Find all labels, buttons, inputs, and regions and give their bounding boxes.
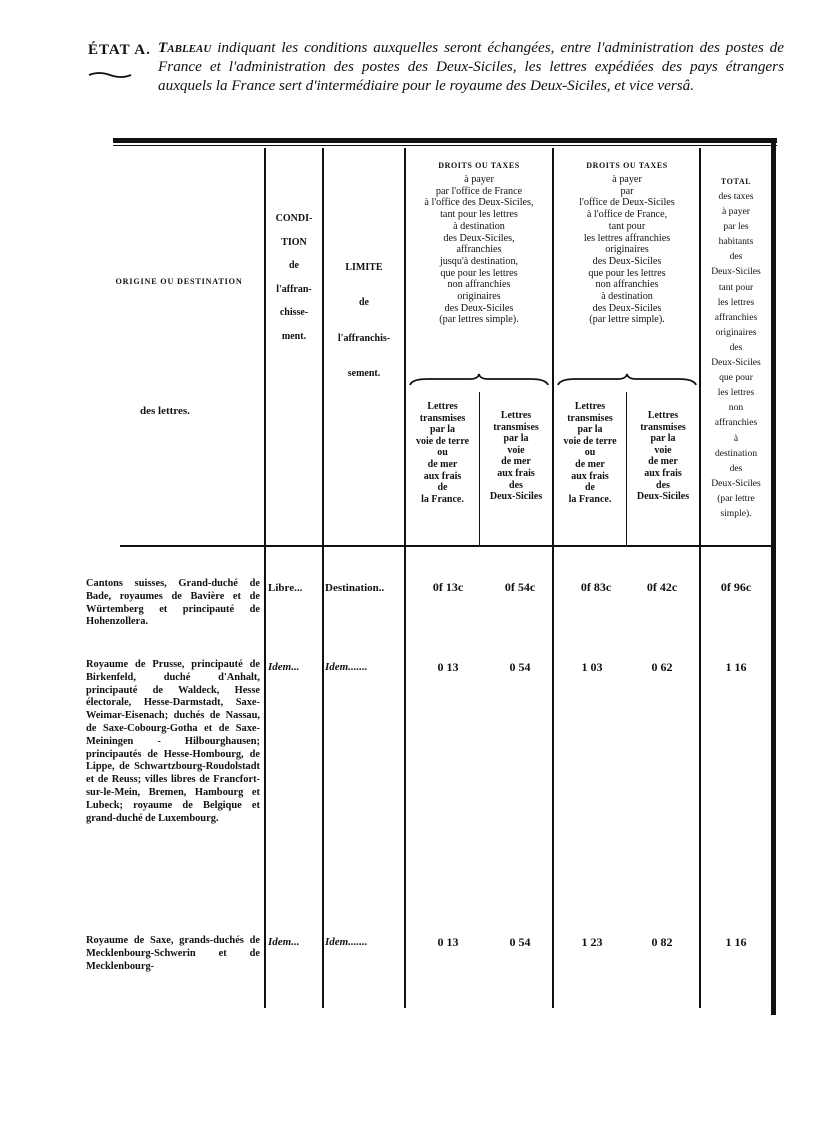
table-row-1-v2: 0f 54c: [504, 580, 536, 594]
table-top-rule: [113, 138, 777, 143]
droits-france-brace: [408, 373, 550, 387]
droits-france-title: DROITS OU TAXES: [438, 161, 520, 170]
table-row-3-v3: 1 23: [581, 935, 603, 949]
table-row-2-v5: 1 16: [725, 660, 747, 674]
origin-header: ORIGINE OU DESTINATION: [115, 277, 243, 286]
table-row-1-v3: 0f 83c: [580, 580, 612, 594]
total-title: TOTAL: [720, 177, 752, 186]
table-row-3-limite: Idem.......: [325, 936, 368, 948]
droits-ds-body: à payer par l'office de Deux-Siciles à l'office de France, tant pour les lettres affranchies originaires des Deux-Siciles que pour les lettres non affranchies à destination des Deux-Siciles (par lettre simple).: [579, 174, 675, 326]
table-caption: [158, 38, 784, 95]
table-row-1-v5: 0f 96c: [720, 580, 752, 594]
table-row-1-origin: Cantons suisses, Grand-duché de Bade, royaumes de Bavière et de Würtemberg et principauté de Hohenzollera.: [86, 578, 260, 628]
table-row-3-v4: 0 82: [651, 935, 673, 949]
caption-lead: Tableau: [158, 39, 212, 56]
header-bottom-rule: [120, 545, 771, 547]
table-right-border: [771, 138, 776, 1015]
table-row-2-condition: Idem...: [268, 661, 300, 673]
table-row-1-v4: 0f 42c: [646, 580, 678, 594]
etat-label: ÉTAT A.: [88, 42, 151, 58]
condition-header: CONDI- TION de l'affran- chisse- ment.: [275, 213, 313, 342]
table-row-2-v3: 1 03: [581, 660, 603, 674]
subheader-terre-fr: Lettres transmises par la voie de terre ou de mer aux frais de la France.: [415, 401, 470, 505]
droits-ds-brace: [556, 373, 698, 387]
droits-ds-title: DROITS OU TAXES: [586, 161, 668, 170]
table-row-1-v1: 0f 13c: [432, 580, 464, 594]
table-row-1-limite: Destination..: [325, 582, 385, 594]
table-top-rule-thin: [113, 145, 777, 146]
table-row-3-condition: Idem...: [268, 936, 300, 948]
table-row-2-origin: Royaume de Prusse, principauté de Birkenfeld, duché d'Anhalt, principauté de Waldeck, Hesse électorale, Hesse-Darmstadt, Saxe-Weimar-Eisenach; duchés de Nassau, de Saxe-Cobourg-Gotha et de Saxe-Meiningen - Hilbourghausen; principautés de Hesse-Hombourg, de Lippe, de Schwartzbourg-Roudolstadt et de Reuss; villes libres de Francfort-sur-le-Mein, Bremen, Hambourg et Lubeck; royaume de Belgique et grand-duché de Luxembourg.: [86, 659, 260, 824]
table-row-2-limite: Idem.......: [325, 661, 368, 673]
table-row-3-origin: Royaume de Saxe, grands-duchés de Mecklenbourg-Schwerin et de Mecklenbourg-: [86, 935, 260, 972]
table-row-1-condition: Libre...: [268, 582, 303, 594]
table-row-2-v4: 0 62: [651, 660, 673, 674]
subheader-mer-ds: Lettres transmises par la voie de mer aux frais des Deux-Siciles: [636, 410, 690, 503]
subheader-mer-fr: Lettres transmises par la voie de mer aux frais des Deux-Siciles: [489, 410, 543, 503]
table-row-3-v1: 0 13: [437, 935, 459, 949]
subheader-terre-ds: Lettres transmises par la voie de terre ou de mer aux frais de la France.: [563, 401, 617, 505]
etat-underline-flourish: [88, 70, 132, 80]
table-row-2-v2: 0 54: [509, 660, 531, 674]
table-row-3-v2: 0 54: [509, 935, 531, 949]
droits-france-body: à payer par l'office de France à l'office des Deux-Siciles, tant pour les lettres à destination des Deux-Siciles, affranchies jusqu'à destination, que pour les lettres non affranchies originaires des Deux-Siciles (par lettres simple).: [424, 174, 534, 326]
limite-header: LIMITE de l'affranchis- sement.: [337, 262, 391, 380]
caption-text: indiquant les conditions auxquelles seront échangées, entre l'administration des postes de France et l'administration des postes des Deux-Siciles, les lettres expédiées des pays étrangers auxquels la France sert d'intermédiaire pour le royaume des Deux-Siciles, et vice versâ.: [158, 39, 784, 94]
table-row-3-v5: 1 16: [725, 935, 747, 949]
table-row-2-v1: 0 13: [437, 660, 459, 674]
total-body: des taxes à payer par les habitants des Deux-Siciles tant pour les lettres affranchies originaires des Deux-Siciles que pour les lettres non affranchies à destination des Deux-Siciles (par lettre simple).: [711, 191, 761, 519]
origin-header-sub: des lettres.: [140, 405, 190, 417]
